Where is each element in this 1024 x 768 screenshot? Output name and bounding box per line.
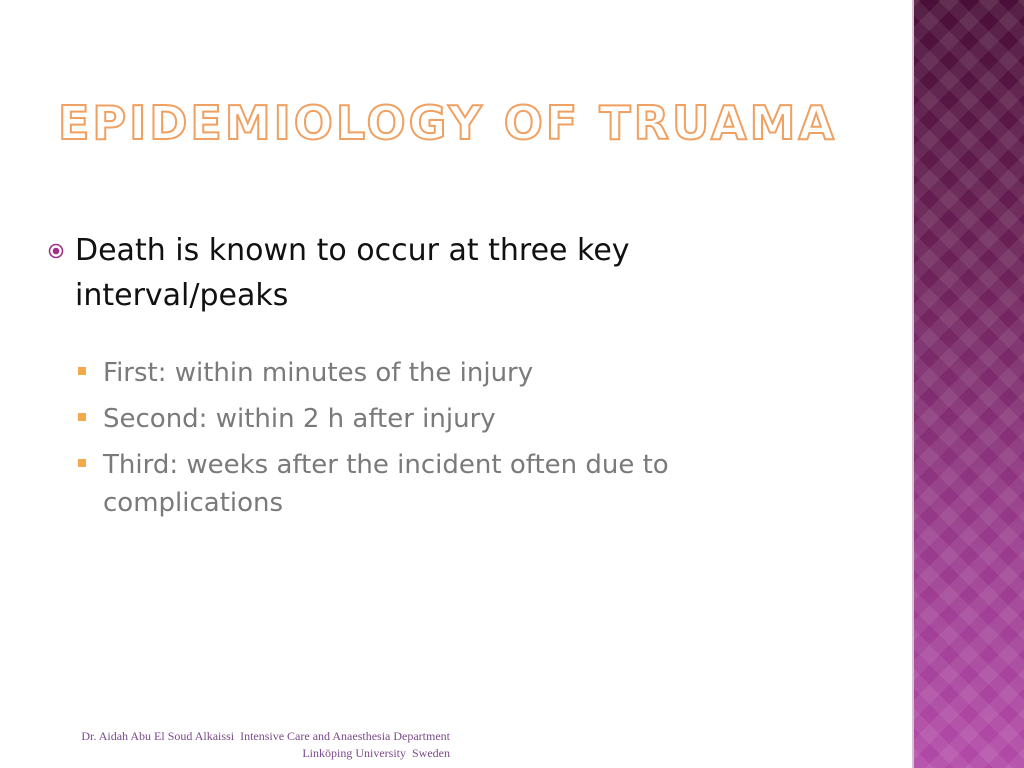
- sub-bullet-text: First: within minutes of the injury: [103, 358, 534, 388]
- sub-bullet-list: [78, 354, 868, 522]
- main-bullet-text: Death is known to occur at three key interval/peaks: [75, 233, 630, 313]
- list-item: [78, 354, 868, 392]
- sub-bullet-text: Third: weeks after the incident often due to complications: [103, 450, 669, 518]
- slide-content: [48, 228, 868, 530]
- square-bullet-icon: [78, 413, 86, 421]
- slide-title: EPIDEMIOLOGY OF TRUAMA: [58, 96, 837, 150]
- square-bullet-icon: [78, 459, 86, 467]
- target-bullet-icon: [48, 243, 64, 259]
- list-item: [78, 446, 868, 522]
- sub-bullet-text: Second: within 2 h after injury: [103, 404, 496, 434]
- decorative-side-band: [912, 0, 1024, 768]
- square-bullet-icon: [78, 367, 86, 375]
- slide-footer: Dr. Aidah Abu El Soud Alkaissi Intensive Care and Anaesthesia Department Linköping University Sweden: [81, 729, 456, 760]
- list-item: [78, 400, 868, 438]
- main-bullet-item: [48, 228, 868, 318]
